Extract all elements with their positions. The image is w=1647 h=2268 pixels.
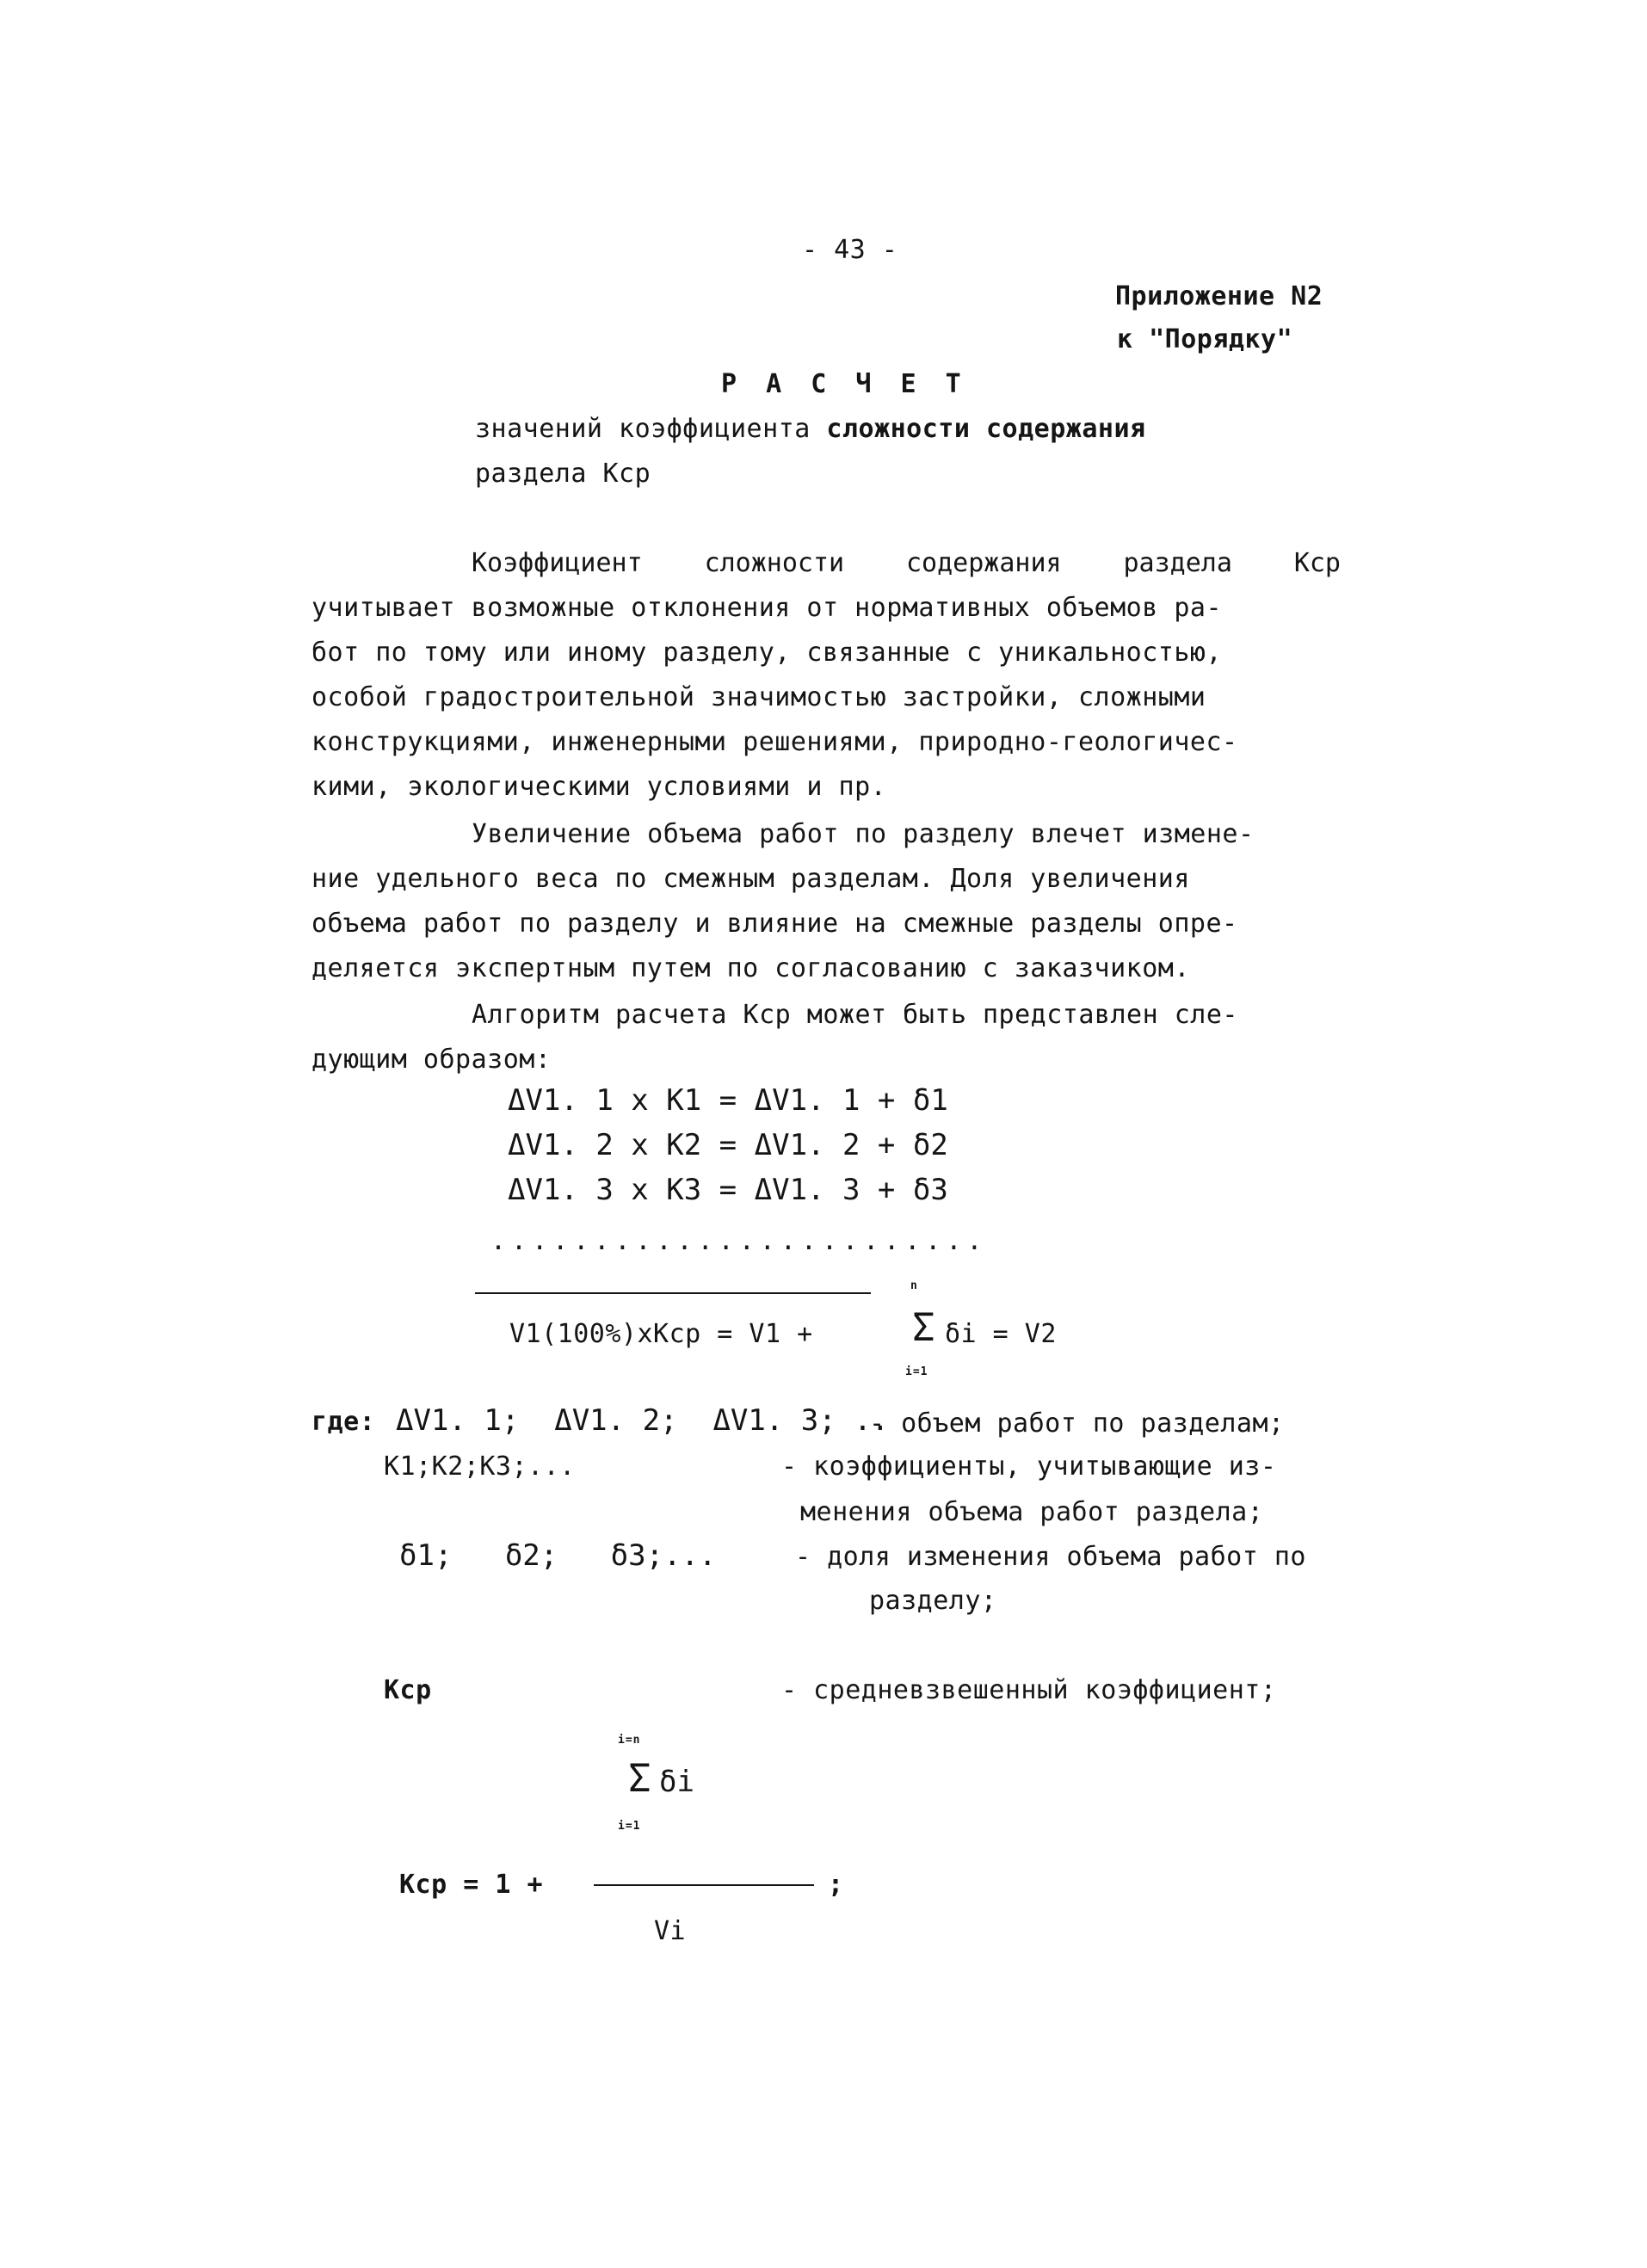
final-fraction-bar <box>594 1884 814 1886</box>
legend-row-2-desc-1: - коэффициенты, учитывающие из- <box>781 1451 1277 1482</box>
p1-line-2: учитывает возможные отклонения от нормативных объемов ра- <box>312 593 1223 623</box>
final-tail: ; <box>828 1870 844 1900</box>
final-upper-limit: i=n <box>618 1734 641 1747</box>
legend-row-4-items: Кср <box>384 1675 432 1705</box>
final-sum-symbol: Σ <box>628 1757 651 1801</box>
p2-line-1: Увеличение объема работ по разделу влечет измене- <box>472 819 1255 849</box>
final-lhs: Кср = 1 + <box>399 1870 544 1900</box>
final-sum-term: δi <box>659 1765 694 1799</box>
subtitle-line-2: раздела Кср <box>475 459 651 489</box>
sum-upper-limit: n <box>910 1279 918 1292</box>
p1-line-4: особой градостроительной значимостью застройки, сложными <box>312 682 1206 712</box>
appendix-line-2: к "Порядку" <box>1117 324 1293 354</box>
legend-row-4-desc: - средневзвешенный коэффициент; <box>781 1675 1277 1705</box>
equation-row-2: ΔV1. 2 x K2 = ΔV1. 2 + δ2 <box>508 1128 948 1162</box>
document-title: Р А С Ч Е Т <box>721 369 968 399</box>
p3-line-1: Алгоритм расчета Кср может быть представлен сле- <box>472 1000 1238 1030</box>
equation-row-3: ΔV1. 3 x K3 = ΔV1. 3 + δ3 <box>508 1173 948 1207</box>
sum-equation-left: V1(100%)xКср = V1 + <box>509 1319 813 1349</box>
p1-line-1: Коэффициент сложности содержания раздела Кср <box>472 548 1341 578</box>
legend-row-2-desc-2: менения объема работ раздела; <box>800 1497 1264 1527</box>
p1-line-6: кими, экологическими условиями и пр. <box>312 772 887 802</box>
equation-dots: ........................ <box>490 1226 988 1256</box>
page-number: - 43 - <box>802 235 898 265</box>
p1-line-5: конструкциями, инженерными решениями, природно-геологичес- <box>312 727 1238 757</box>
subtitle-normal: значений коэффициента <box>475 414 811 444</box>
final-denominator: Vi <box>654 1916 687 1946</box>
p2-line-3: объема работ по разделу и влияние на смежные разделы опре- <box>312 909 1238 939</box>
equation-sum-rule <box>475 1292 871 1294</box>
legend-row-1-items: ΔV1. 1; ΔV1. 2; ΔV1. 3; .. <box>396 1403 890 1438</box>
legend-row-3-desc-2: разделу; <box>869 1586 997 1616</box>
legend-row-3-desc-1: - доля изменения объема работ по <box>795 1542 1306 1572</box>
appendix-line-1: Приложение N2 <box>1115 281 1323 311</box>
subtitle-bold: сложности содержания <box>826 414 1146 444</box>
sum-symbol: Σ <box>912 1306 935 1350</box>
sum-lower-limit: i=1 <box>905 1365 928 1378</box>
legend-row-1-desc: - объем работ по разделам; <box>869 1408 1285 1439</box>
legend-row-2-items: К1;К2;К3;... <box>384 1451 576 1482</box>
sum-term: δi = V2 <box>945 1319 1057 1349</box>
legend-row-3-items: δ1; δ2; δ3;... <box>399 1538 717 1573</box>
p3-line-2: дующим образом: <box>312 1045 552 1075</box>
where-label: где: <box>312 1407 376 1437</box>
equation-row-1: ΔV1. 1 x K1 = ΔV1. 1 + δ1 <box>508 1083 948 1118</box>
p2-line-4: деляется экспертным путем по согласованию с заказчиком. <box>312 953 1190 983</box>
subtitle-line-1 <box>475 416 1146 442</box>
p1-line-3: бот по тому или иному разделу, связанные с уникальностью, <box>312 638 1223 668</box>
p2-line-2: ние удельного веса по смежным разделам. Доля увеличения <box>312 864 1190 894</box>
final-lower-limit: i=1 <box>618 1820 641 1833</box>
